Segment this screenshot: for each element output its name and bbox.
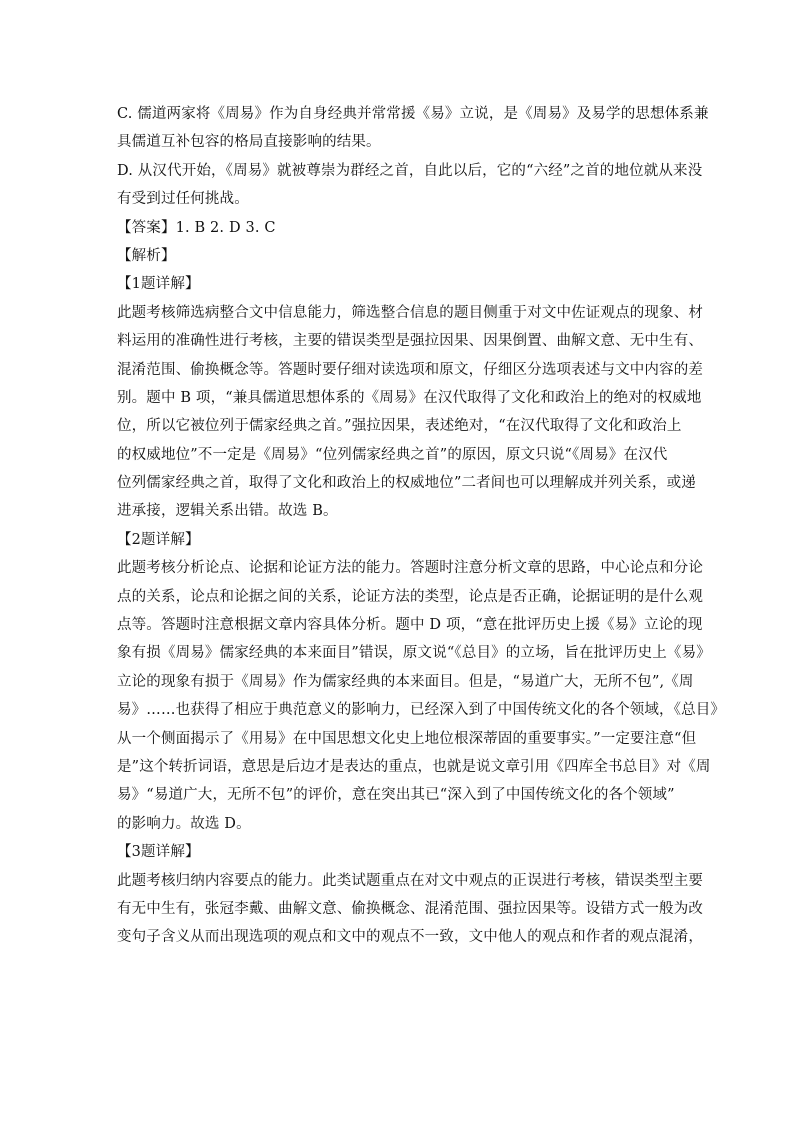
q3-paragraph-line: 此题考核归纳内容要点的能力。此类试题重点在对文中观点的正误进行考核，错误类型主要 xyxy=(117,872,703,889)
q1-paragraph-line: 位，所以它被位列于儒家经典之首。”强拉因果，表述绝对，“在汉代取得了文化和政治上 xyxy=(117,418,682,435)
q1-paragraph-line: 别。题中 B 项，“兼具儒道思想体系的《周易》在汉代取得了文化和政治上的绝对的权威地 xyxy=(117,389,702,406)
q2-paragraph-line: 点等。答题时注意根据文章内容具体分析。题中 D 项，“意在批评历史上援《易》立论的现 xyxy=(117,617,703,634)
q2-paragraph-line: 的影响力。故选 D。 xyxy=(117,815,251,832)
q2-paragraph-line: 易》“易道广大，无所不包”的评价，意在突出其已“深入到了中国传统文化的各个领域” xyxy=(117,787,675,804)
analysis-heading: 【解析】 xyxy=(117,247,176,264)
q2-paragraph-line: 象有损《周易》儒家经典的本来面目”错误，原文说“《总目》的立场，旨在批评历史上《易》 xyxy=(117,645,711,662)
option-d-line-2: 有受到过任何挑战。 xyxy=(117,191,249,208)
option-c-line-2: 具儒道互补包容的格局直接影响的结果。 xyxy=(117,134,381,151)
option-c-line-1: C. 儒道两家将《周易》作为自身经典并常常援《易》立说，是《周易》及易学的思想体系兼 xyxy=(117,106,709,122)
q3-paragraph-line: 变句子含义从而出现选项的观点和文中的观点不一致，文中他人的观点和作者的观点混淆， xyxy=(117,929,703,946)
q2-heading: 【2题详解】 xyxy=(117,531,200,548)
q2-paragraph-line: 易》……也获得了相应于典范意义的影响力，已经深入到了中国传统文化的各个领域，《总目》 xyxy=(117,702,726,719)
option-d-line-1: D. 从汉代开始，《周易》就被尊崇为群经之首，自此以后，它的“六经”之首的地位就从来没 xyxy=(117,162,703,179)
q1-paragraph-line: 进承接，逻辑关系出错。故选 B。 xyxy=(117,503,338,520)
q1-heading: 【1题详解】 xyxy=(117,276,200,293)
q1-paragraph-line: 料运用的准确性进行考核，主要的错误类型是强拉因果、因果倒置、曲解文意、无中生有、 xyxy=(117,333,703,350)
q1-paragraph-line: 此题考核筛选病整合文中信息能力，筛选整合信息的题目侧重于对文中佐证观点的现象、材 xyxy=(117,304,703,321)
q2-paragraph-line: 点的关系，论点和论据之间的关系，论证方法的类型，论点是否正确，论据证明的是什么观 xyxy=(117,588,703,605)
q1-paragraph-line: 混淆范围、偷换概念等。答题时要仔细对读选项和原文，仔细区分选项表述与文中内容的差 xyxy=(117,361,703,378)
q2-paragraph-line: 是”这个转折词语，意思是后边才是表达的重点，也就是说文章引用《四库全书总目》对《周 xyxy=(117,758,711,775)
q3-heading: 【3题详解】 xyxy=(117,844,200,861)
q3-paragraph-line: 有无中生有，张冠李戴、曲解文意、偷换概念、混淆范围、强拉因果等。设错方式一般为改 xyxy=(117,900,703,917)
q2-paragraph-line: 此题考核分析论点、论据和论证方法的能力。答题时注意分析文章的思路，中心论点和分论 xyxy=(117,560,703,577)
q2-paragraph-line: 从一个侧面揭示了《用易》在中国思想文化史上地位根深蒂固的重要事实。”一定要注意“但 xyxy=(117,730,697,747)
q2-paragraph-line: 立论的现象有损于《周易》作为儒家经典的本来面目。但是，“易道广大，无所不包”,《周 xyxy=(117,673,694,690)
q1-paragraph-line: 的权威地位”不一定是《周易》“位列儒家经典之首”的原因，原文只说“《周易》在汉代 xyxy=(117,446,668,463)
answer-line: 【答案】1. B 2. D 3. C xyxy=(117,219,276,236)
q1-paragraph-line: 位列儒家经典之首，取得了文化和政治上的权威地位”二者间也可以理解成并列关系，或递 xyxy=(117,475,696,492)
document-body xyxy=(117,100,726,952)
